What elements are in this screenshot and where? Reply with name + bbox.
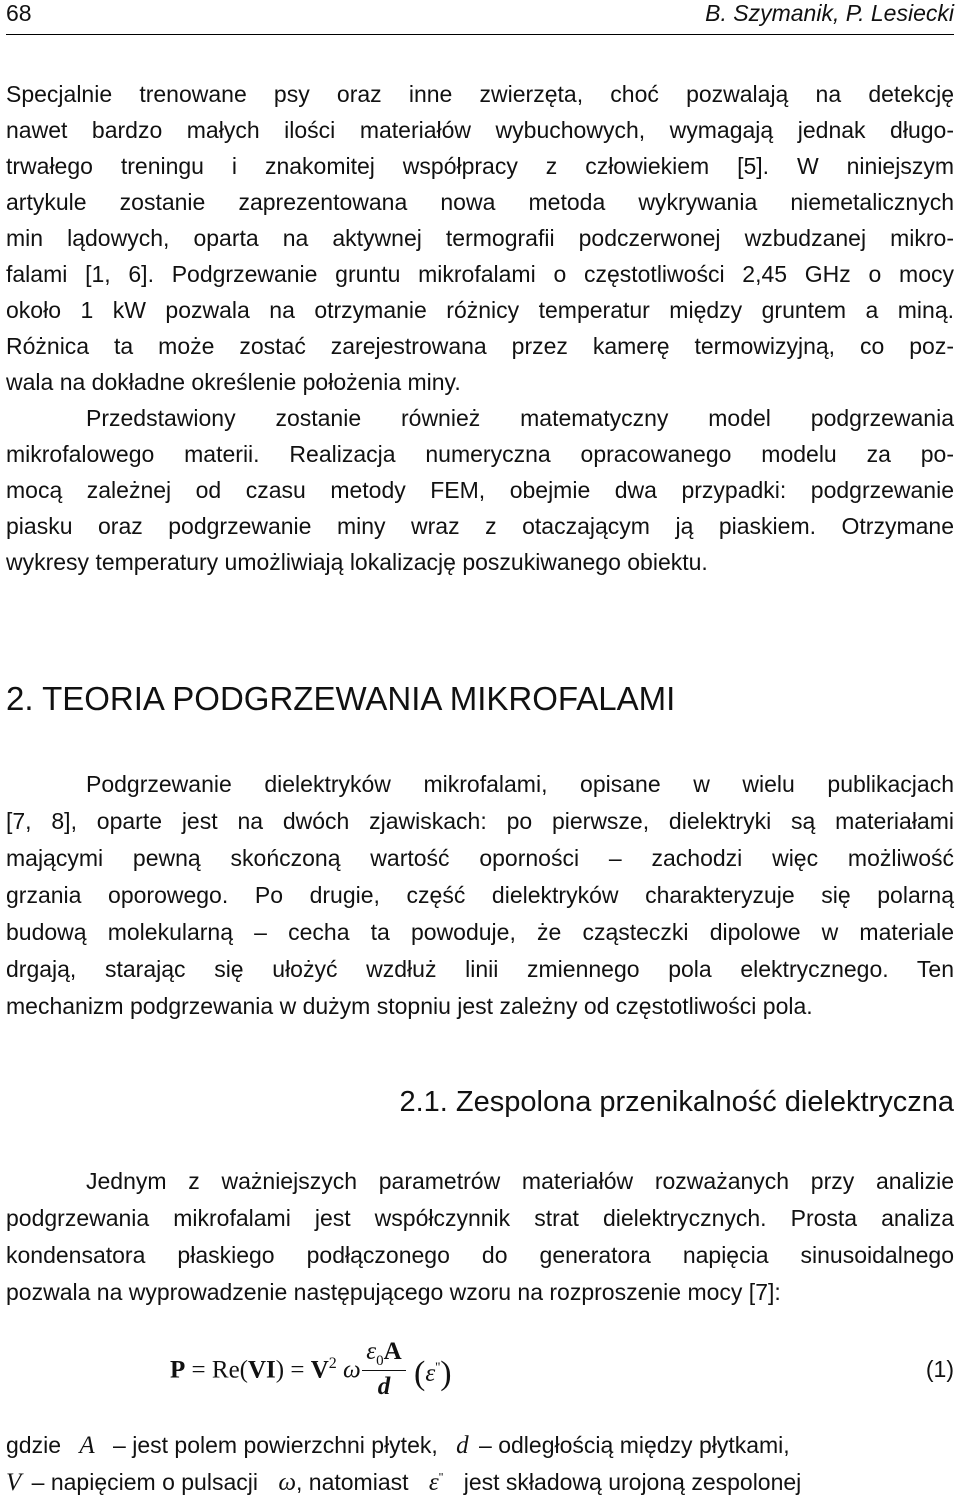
text-line: mechanizm podgrzewania w dużym stopniu jest zależny od częstotliwości pola. [6, 993, 813, 1019]
text-line [6, 1469, 801, 1497]
eq-fraction-numerator [362, 1338, 406, 1370]
text-line: falami [1, 6]. Podgrzewanie gruntu mikrofalami o częstotliwości 2,45 GHz o mocy [6, 261, 954, 287]
text-span: – napięciem o pulsacji [31, 1469, 258, 1495]
text-line: około 1 kW pozwala na otrzymanie różnicy temperatur między gruntem a miną. [6, 297, 954, 323]
equation-lhs [170, 1355, 361, 1384]
eq-symbol-d: d [377, 1373, 391, 1400]
eq-symbol-omega: ω [343, 1356, 361, 1384]
symbol-omega: ω [278, 1469, 297, 1496]
eq-re-close: ) [275, 1356, 285, 1384]
text-line: piasku oraz podgrzewanie miny wraz z otaczającym ją piaskiem. Otrzymane [6, 513, 954, 539]
eq-double-prime: '' [435, 1360, 441, 1376]
equation-number: (1) [925, 1356, 954, 1382]
text-span: gdzie [6, 1432, 61, 1458]
eq-fraction-denominator [362, 1373, 406, 1401]
eq-equals: = [290, 1356, 305, 1384]
text-line: Podgrzewanie dielektryków mikrofalami, opisane w wielu publikacjach [86, 771, 954, 797]
eq-symbol-V: V [310, 1356, 329, 1384]
eq-symbol-A: A [383, 1338, 402, 1365]
section-heading: 2. TEORIA PODGRZEWANIA MIKROFALAMI [6, 680, 676, 717]
text-line: artykule zostanie zaprezentowana nowa metoda wykrywania niemetalicznych [6, 189, 954, 215]
double-prime: '' [438, 1470, 444, 1485]
eq-epsilon-imag [414, 1355, 452, 1393]
symbol-d: d [456, 1432, 469, 1459]
eq-symbol-epsilon2: ε [425, 1360, 436, 1387]
text-line: Specjalnie trenowane psy oraz inne zwierzęta, choć pozwalają na detekcję [6, 81, 954, 107]
text-line: podgrzewania mikrofalami jest współczynnik strat dielektrycznych. Prosta analiza [6, 1205, 954, 1231]
eq-equals: = [191, 1356, 206, 1384]
text-line: mikrofalowego materii. Realizacja numeryczna opracowanego modelu za po- [6, 441, 954, 467]
text-line [6, 1432, 790, 1460]
eq-subscript: 0 [376, 1353, 384, 1369]
symbol-epsilon: ε [428, 1469, 439, 1496]
text-line: trwałego treningu i znakomitej współpracy z człowiekiem [5]. W niniejszym [6, 153, 954, 179]
text-line: kondensatora płaskiego podłączonego do generatora napięcia sinusoidalnego [6, 1242, 954, 1268]
eq-paren-open: ( [414, 1355, 426, 1392]
page-number: 68 [6, 0, 32, 26]
subsection-heading: 2.1. Zespolona przenikalność dielektryczna [399, 1086, 954, 1118]
text-span: , natomiast [296, 1469, 409, 1495]
running-header-authors: B. Szymanik, P. Lesiecki [705, 0, 954, 26]
text-line: budową molekularną – cecha ta powoduje, że cząsteczki dipolowe w materiale [6, 919, 954, 945]
text-line: Jednym z ważniejszych parametrów materiałów rozważanych przy analizie [86, 1168, 954, 1194]
text-span: – odległością między płytkami, [479, 1432, 790, 1458]
symbol-V: V [6, 1469, 22, 1496]
eq-symbol-epsilon: ε [366, 1338, 377, 1365]
text-line: nawet bardzo małych ilości materiałów wybuchowych, wymagają jednak długo- [6, 117, 954, 143]
text-line: [7, 8], oparte jest na dwóch zjawiskach: po pierwsze, dielektryki są materiałami [6, 808, 954, 834]
text-line: grzania oporowego. Po drugie, część dielektryków charakteryzuje się polarną [6, 882, 954, 908]
text-line: wykresy temperatury umożliwiają lokalizację poszukiwanego obiektu. [6, 549, 708, 575]
text-line: mającymi pewną skończoną wartość oporności – zachodzi więc możliwość [6, 845, 954, 871]
eq-symbol-P: P [170, 1356, 186, 1384]
eq-fraction-bar [362, 1370, 406, 1371]
header-rule [6, 34, 954, 35]
text-line: Przedstawiony zostanie również matematyczny model podgrzewania [86, 405, 954, 431]
text-line: min lądowych, oparta na aktywnej termografii podczerwonej wzbudzanej mikro- [6, 225, 954, 251]
text-span: – jest polem powierzchni płytek, [113, 1432, 438, 1458]
text-span: jest składową urojoną zespolonej [463, 1469, 802, 1495]
text-line: wala na dokładne określenie położenia miny. [6, 369, 461, 395]
symbol-A: A [79, 1432, 95, 1459]
text-line: mocą zależnej od czasu metody FEM, obejmie dwa przypadki: podgrzewanie [6, 477, 954, 503]
text-line: pozwala na wyprowadzenie następującego wzoru na rozproszenie mocy [7]: [6, 1279, 781, 1305]
eq-exponent: 2 [328, 1355, 337, 1372]
text-line: drgają, starając się ułożyć wzdłuż linii zmiennego pola elektrycznego. Ten [6, 956, 954, 982]
text-line: Różnica ta może zostać zarejestrowana przez kamerę termowizyjną, co poz- [6, 333, 954, 359]
eq-paren-close: ) [440, 1355, 452, 1392]
eq-symbol-VI: VI [248, 1356, 276, 1384]
eq-re-open: Re( [211, 1356, 248, 1384]
